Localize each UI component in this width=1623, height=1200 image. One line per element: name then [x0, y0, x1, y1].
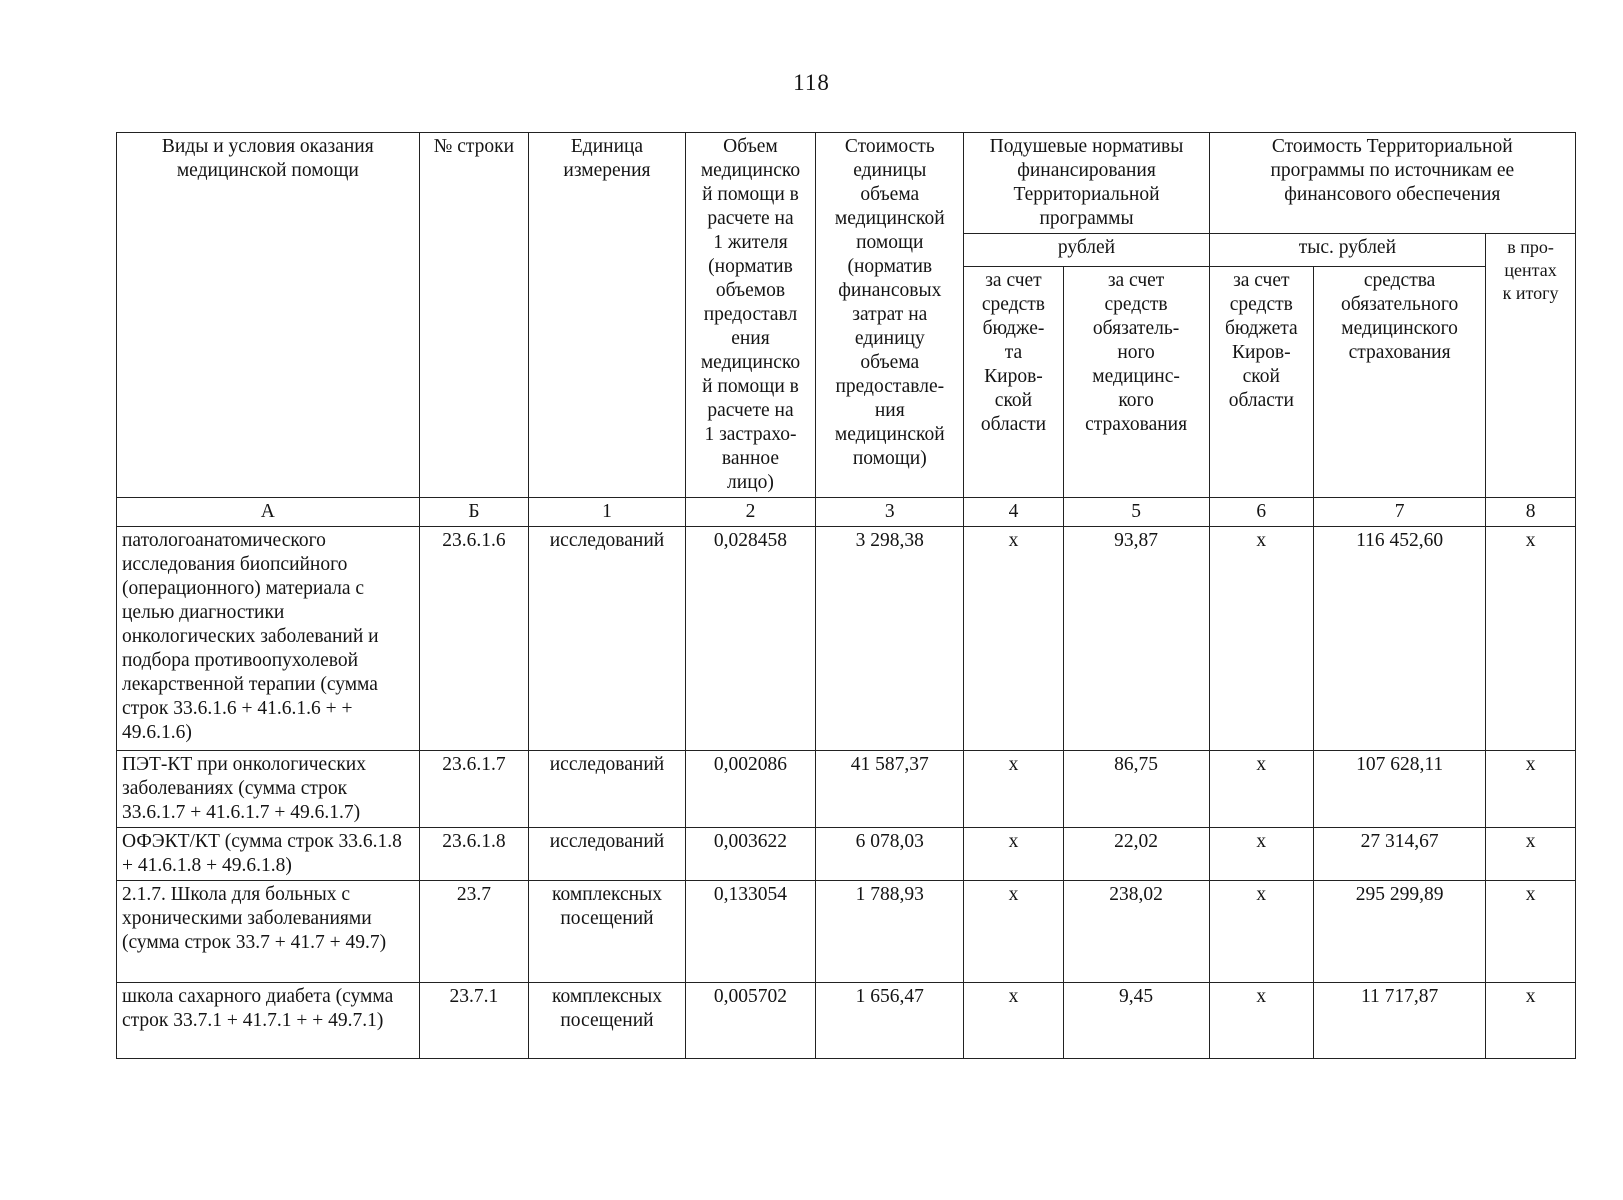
- header-thousand-rubles: тыс. рублей: [1209, 234, 1486, 267]
- row-col-5: 9,45: [1063, 983, 1209, 1059]
- row-col-4: х: [964, 828, 1063, 881]
- table-row: [117, 828, 1576, 881]
- row-number: 23.7.1: [419, 983, 529, 1059]
- row-name: школа сахарного диабета (сумма строк 33.7.1 + 41.7.1 + + 49.7.1): [117, 983, 420, 1059]
- header-volume: Объем медицинско й помощи в расчете на 1 жителя (норматив объемов предоставл ения медицинско й помощи в расчете на 1 застрахо- ванное лицо): [685, 133, 815, 498]
- column-index: А: [117, 498, 420, 527]
- row-col-8: х: [1486, 751, 1576, 828]
- row-unit: исследований: [529, 828, 686, 881]
- header-col-5: за счет средств обязатель- ного медицинс- кого страхования: [1063, 267, 1209, 498]
- row-col-5: 86,75: [1063, 751, 1209, 828]
- row-col-5: 238,02: [1063, 881, 1209, 983]
- row-volume: 0,133054: [685, 881, 815, 983]
- table-row: [117, 751, 1576, 828]
- header-rubles: рублей: [964, 234, 1209, 267]
- row-unit: комплексных посещений: [529, 881, 686, 983]
- column-index: 3: [816, 498, 964, 527]
- row-col-6: х: [1209, 751, 1313, 828]
- row-col-7: 295 299,89: [1313, 881, 1485, 983]
- row-cost: 1 788,93: [816, 881, 964, 983]
- row-col-5: 93,87: [1063, 527, 1209, 751]
- table-row: [117, 983, 1576, 1059]
- header-row-1: [117, 133, 1576, 234]
- header-col-6: за счет средств бюджета Киров- ской области: [1209, 267, 1313, 498]
- row-number: 23.6.1.6: [419, 527, 529, 751]
- row-col-6: х: [1209, 828, 1313, 881]
- row-volume: 0,028458: [685, 527, 815, 751]
- row-number: 23.6.1.7: [419, 751, 529, 828]
- row-unit: исследований: [529, 751, 686, 828]
- header-per-capita: Подушевые нормативы финансирования Территориальной программы: [964, 133, 1209, 234]
- row-volume: 0,002086: [685, 751, 815, 828]
- row-col-7: 27 314,67: [1313, 828, 1485, 881]
- row-volume: 0,005702: [685, 983, 815, 1059]
- column-index: 4: [964, 498, 1063, 527]
- column-index: 8: [1486, 498, 1576, 527]
- row-cost: 6 078,03: [816, 828, 964, 881]
- row-cost: 41 587,37: [816, 751, 964, 828]
- row-col-6: х: [1209, 881, 1313, 983]
- row-name: ПЭТ-КТ при онкологических заболеваниях (сумма строк 33.6.1.7 + 41.6.1.7 + 49.6.1.7): [117, 751, 420, 828]
- row-col-4: х: [964, 751, 1063, 828]
- row-unit: комплексных посещений: [529, 983, 686, 1059]
- header-col-7: средства обязательного медицинского страхования: [1313, 267, 1485, 498]
- row-col-8: х: [1486, 828, 1576, 881]
- row-col-4: х: [964, 527, 1063, 751]
- financing-table: [116, 132, 1576, 1059]
- row-cost: 3 298,38: [816, 527, 964, 751]
- column-index: Б: [419, 498, 529, 527]
- header-row-number: № строки: [419, 133, 529, 498]
- row-name: патологоанатомического исследования биопсийного (операционного) материала с целью диагностики онкологических заболеваний и подбора противоопухолевой лекарственной терапии (сумма строк 33.6.1.6 + 41.6.1.6 + + 49.6.1.6): [117, 527, 420, 751]
- row-name: ОФЭКТ/КТ (сумма строк 33.6.1.8 + 41.6.1.8 + 49.6.1.8): [117, 828, 420, 881]
- header-unit: Единица измерения: [529, 133, 686, 498]
- row-col-8: х: [1486, 983, 1576, 1059]
- column-index-row: [117, 498, 1576, 527]
- row-col-4: х: [964, 881, 1063, 983]
- row-col-7: 11 717,87: [1313, 983, 1485, 1059]
- column-index: 6: [1209, 498, 1313, 527]
- table-row: [117, 881, 1576, 983]
- column-index: 5: [1063, 498, 1209, 527]
- header-types: Виды и условия оказания медицинской помощи: [117, 133, 420, 498]
- row-unit: исследований: [529, 527, 686, 751]
- row-name: 2.1.7. Школа для больных с хроническими заболеваниями (сумма строк 33.7 + 41.7 + 49.7): [117, 881, 420, 983]
- header-program-cost: Стоимость Территориальной программы по источникам ее финансового обеспечения: [1209, 133, 1575, 234]
- page-number: 118: [793, 70, 830, 95]
- column-index: 2: [685, 498, 815, 527]
- row-cost: 1 656,47: [816, 983, 964, 1059]
- header-cost: Стоимость единицы объема медицинской помощи (норматив финансовых затрат на единицу объема предоставле- ния медицинской помощи): [816, 133, 964, 498]
- table-row: [117, 527, 1576, 751]
- header-col-4: за счет средств бюдже- та Киров- ской области: [964, 267, 1063, 498]
- column-index: 1: [529, 498, 686, 527]
- row-col-7: 116 452,60: [1313, 527, 1485, 751]
- row-col-7: 107 628,11: [1313, 751, 1485, 828]
- row-col-6: х: [1209, 983, 1313, 1059]
- row-col-5: 22,02: [1063, 828, 1209, 881]
- row-col-4: х: [964, 983, 1063, 1059]
- row-volume: 0,003622: [685, 828, 815, 881]
- column-index: 7: [1313, 498, 1485, 527]
- row-col-6: х: [1209, 527, 1313, 751]
- header-percent: в про- центах к итогу: [1486, 234, 1576, 498]
- row-col-8: х: [1486, 527, 1576, 751]
- row-number: 23.6.1.8: [419, 828, 529, 881]
- row-number: 23.7: [419, 881, 529, 983]
- row-col-8: х: [1486, 881, 1576, 983]
